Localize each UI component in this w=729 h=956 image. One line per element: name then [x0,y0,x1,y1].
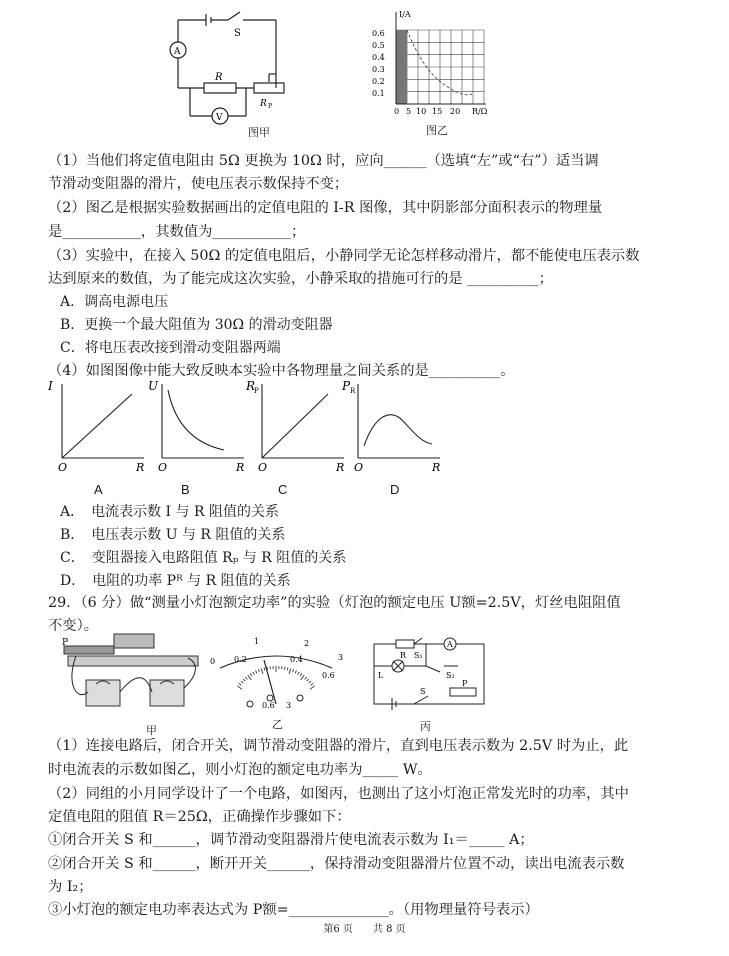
x-tick: 20 [450,107,461,116]
dial-tick-mark [307,679,309,681]
dial-tick: 1 [254,637,260,646]
dial-tick-mark [264,668,265,671]
dial-tick: 0 [210,657,216,666]
y-axis-label: I/A [399,10,411,19]
q4-option-d: D． 电阻的功率 Pᴿ 与 R 阻值的关系 [60,573,291,589]
dial-tick-mark [305,677,307,679]
slider-label: P [62,638,69,648]
p1-text-cont: 时电流表的示数如图乙，则小灯泡的额定电功率为_____ W。 [48,762,432,778]
p1-text: （1）连接电路后，闭合开关，调节滑动变阻器的滑片，直到电压表示数为 2.5V 时为止，此 [48,738,629,754]
p2-text-cont: 定值电阻的阻值 R＝25Ω，正确操作步骤如下： [48,809,351,825]
q4-option-c: C． 变阻器接入电路阻值 Rₚ 与 R 阻值的关系 [60,550,347,566]
circuit-diagram-bing [366,636,492,716]
dial-tick: 2 [304,639,310,648]
graph-b-o: O [158,461,168,472]
q3-option-c: C．将电压表改接到滑动变阻器两端 [60,340,281,356]
dial-tick-mark [311,683,313,685]
graph-a-x: R [136,461,145,472]
bing-s2-label: S₂ [446,671,455,680]
dial-tick-mark [287,668,288,671]
y-tick: 0.3 [372,65,385,74]
figure-label-jia: 图甲 [248,126,270,139]
step-1: ①闭合开关 S 和______，调节滑动变阻器滑片使电流表示数为 I₁＝_____ A； [48,832,534,848]
dial-tick-mark [248,675,252,680]
graph-c-o: O [258,461,268,472]
graph-b [144,380,254,472]
graph-d-o: O [354,461,364,472]
bing-l-label: L [378,671,384,680]
figure-label-jia-2: 甲 [146,724,157,737]
graph-a-o: O [58,461,68,472]
ammeter-dial-yi [204,634,348,714]
q29-text: 29．（6 分）做“测量小灯泡额定功率”的实验（灯泡的额定电压 U额=2.5V，灯丝电阻阻值 [48,595,621,611]
figure-label-bing: 丙 [420,720,431,733]
dial-tick-mark [250,673,252,676]
rheostat-sub: P [268,103,273,110]
graph-letter-d: D [390,482,400,497]
ammeter-label: A [174,47,181,57]
q4-option-b: B． 电压表示数 U 与 R 阻值的关系 [60,527,286,543]
q1-text: （1）当他们将定值电阻由 5Ω 更换为 10Ω 时，应向______（选填“左”或“右”）适当调 [48,153,599,169]
q1-text-cont: 节滑动变阻器的滑片，使电压表示数保持不变； [48,176,349,192]
y-tick: 0.4 [372,53,385,62]
y-tick: 0.5 [372,41,385,50]
figure-label-yi-2: 乙 [272,718,283,731]
dial-tick-mark [300,673,302,676]
x-tick: 5 [406,107,412,116]
dial-tick-mark [310,686,315,690]
graph-d-y-sub: R [350,387,356,395]
dial-tick-mark [309,681,311,683]
graph-d-x: R [432,461,441,472]
bing-p-label: P [462,679,468,688]
y-tick: 0.1 [372,89,385,98]
graph-c-y: R [246,380,256,393]
dial-tick-mark [245,677,247,679]
dial-tick-mark [284,667,285,670]
dial-tick: 0.2 [234,655,247,664]
x-axis-label: R/Ω [472,107,488,116]
circuit-diagram-jia [160,8,310,143]
y-tick: 0.2 [372,77,385,86]
q2-text-cont: 是___________，其数值为___________； [48,224,306,240]
q3-option-b: B．更换一个最大阻值为 30Ω 的滑动变阻器 [60,317,333,333]
dial-tick-mark [301,675,305,680]
step-2: ②闭合开关 S 和______，断开开关______，保持滑动变阻器滑片位置不动，读出电流表示数 [48,856,625,872]
graph-letter-b: B [181,482,190,497]
dial-tick-mark [239,683,241,685]
graph-a [44,380,154,472]
bing-s1-label: S₁ [414,651,423,660]
voltmeter-label: V [216,113,223,123]
q3-text-cont: 达到原来的数值，为了能完成这次实验，小静采取的措施可行的是 __________； [48,271,553,287]
y-tick: 0.6 [372,29,385,38]
page-footer: 第6 页 共 8 页 [323,924,406,935]
graph-b-x: R [236,461,245,472]
bing-r-label: R [400,651,407,660]
x-tick: 10 [416,107,427,116]
q4-option-a: A． 电流表示数 I 与 R 阻值的关系 [60,504,279,520]
dial-tick-mark [241,681,243,683]
figure-label-yi: 图乙 [426,124,448,137]
q3-text: （3）实验中，在接入 50Ω 的定值电阻后，小静同学无论怎样移动滑片，都不能使电压表示数 [48,248,640,264]
dial-tick: 3 [338,653,344,662]
dial-tick-mark [261,668,263,674]
dial-tick-mark [237,686,242,690]
step-2-cont: 为 I₂； [48,879,93,895]
graph-c-y-sub: P [254,387,259,395]
apparatus-photo-jia [56,632,206,724]
resistor-label: R [215,72,223,83]
dial-tick: 0.4 [290,655,303,664]
graph-d [340,380,450,472]
dial-tick-mark [256,671,257,674]
graph-letter-a: A [94,482,103,497]
dial-tick-mark [243,679,245,681]
graph-c-x: R [336,461,345,472]
dial-tick-mark [253,672,254,675]
dial-tick-mark [289,668,291,674]
x-tick: 0 [394,107,400,116]
rheostat-label: R [260,99,267,109]
ir-graph-yi [372,8,502,126]
q2-text: （2）图乙是根据实验数据画出的定值电阻的 I-R 图像，其中阴影部分面积表示的物理量 [48,200,603,216]
p2-text: （2）同组的小月同学设计了一个电路，如图丙，也测出了这小灯泡正常发光时的功率，其中 [48,786,629,802]
q29-text-cont: 不变）。 [48,618,99,634]
bing-s-label: S [420,687,426,696]
q3-option-a: A．调高电源电压 [60,294,169,310]
dial-tick: 0.6 [322,671,335,680]
dial-tick-mark [293,669,294,672]
graph-c [244,380,354,472]
dial-tick-mark [295,671,296,674]
dial-tick-mark [258,669,259,672]
graph-a-y: I [48,380,53,393]
graph-b-y: U [148,380,159,393]
terminal-label: 3 [286,701,292,710]
x-tick: 15 [432,107,443,116]
bing-a-label: A [447,640,453,649]
switch-label: S [234,28,241,39]
q4-text: （4）如图图像中能大致反映本实验中各物理量之间关系的是__________。 [48,363,515,379]
graph-d-y: P [342,380,351,393]
terminal-label: 0.6 [262,701,275,710]
graph-letter-c: C [278,482,288,497]
dial-tick-mark [298,672,299,675]
step-3: ③小灯泡的额定电功率表达式为 P额=______________。（用物理量符号表示） [48,902,539,918]
